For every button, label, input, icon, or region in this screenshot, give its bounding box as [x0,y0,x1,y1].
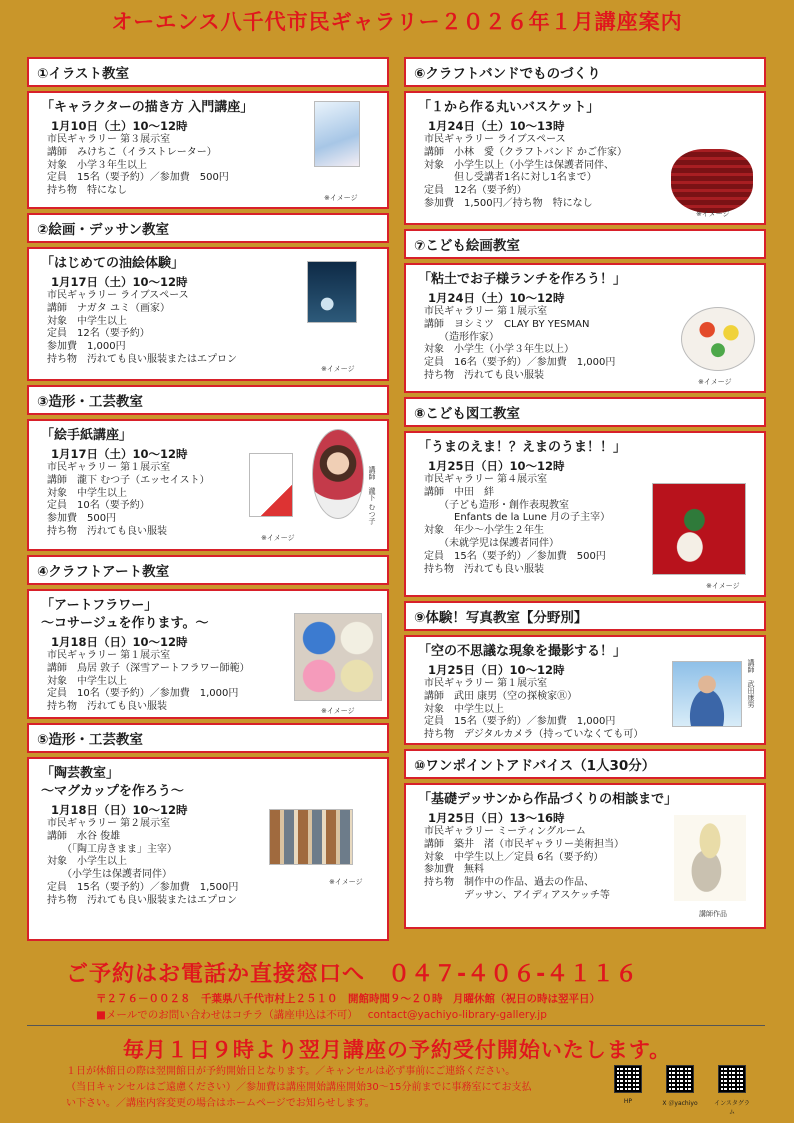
course-title: 「うまのえま！？えまのうま！！」 [418,440,627,455]
course-detail: 講師 ナガタ ユミ（画家） [47,302,170,314]
left-column [27,57,389,941]
course-title: 「キャラクターの描き方 入門講座」 [41,100,254,115]
notice-line: １日が休館日の際は翌開館日が予約開始日となります。／キャンセルは必ず事前にご連絡ください。 [66,1066,516,1077]
course-header: ⑧こども図工教室 [404,397,766,427]
course-detail: 参加費 500円 [47,513,117,525]
course-title: 「絵手紙講座」 [41,428,133,443]
course-title: 「アートフラワー」 ～コサージュを作ります。～ [41,598,209,631]
course-date: 1月24日（土）10～12時 [428,291,565,305]
course-title: 「基礎デッサンから作品づくりの相談まで」 [418,792,678,807]
course-date: 1月18日（日）10～12時 [51,803,188,817]
course-detail: 定員 10名（要予約） [47,500,150,512]
clay-lunch-image [681,307,755,371]
page-title: オーエンス八千代市民ギャラリー２０２６年１月講座案内 [111,10,683,34]
course-detail: 対象 中学生以上 [47,315,127,327]
course-title: 「はじめての油絵体験」 [41,256,185,271]
course-header: ⑨体験！写真教室【分野別】 [404,601,766,631]
course-detail: 定員 15名（要予約）／参加費 500円 [424,550,606,562]
course-detail: （小学生は保護者同伴） [47,869,172,881]
course-card [27,757,389,941]
course-detail: 市民ギャラリー 第２展示室 [47,818,171,829]
reservation-start-notice: 毎月１日９時より翌月講座の予約受付開始いたします。 [122,1038,672,1062]
course-detail: 対象 小学生（小学３年生以上） [424,344,574,356]
course-detail: 定員 15名（要予約）／参加費 500円 [47,172,229,184]
course-detail: 市民ギャラリー 第１展示室 [47,462,171,473]
course-card [27,91,389,209]
course-detail: 持ち物 汚れても良い服装 [47,525,167,537]
course-card [404,783,766,929]
sketch-artwork-image [674,815,746,901]
qr-label: X ＠yachiyo [662,1100,698,1107]
x-qr-code[interactable] [666,1065,694,1093]
instructor-caption: 講師 武田康男 [747,659,755,708]
course-detail: 定員 12名（要予約） [47,328,150,340]
notice-line: （当日キャンセルはご遠慮ください）／参加費は講座開始講座開始30～15分前までに事務室にてお支払 [66,1082,532,1093]
course-header: ⑦こども絵画教室 [404,229,766,259]
course-title: 「空の不思議な現象を撮影する！」 [418,644,627,659]
qr-label: HP [623,1098,633,1105]
course-detail: 市民ギャラリー ミーティングルーム [424,826,586,837]
hp-qr-code[interactable] [614,1065,642,1093]
divider [27,1025,765,1026]
course-title: 「１から作る丸いバスケット」 [418,100,600,115]
course-detail: 講師 みけちこ（イラストレーター） [47,146,217,158]
course-detail: 対象 小学生以上 [47,856,127,868]
course-date: 1月17日（土）10～12時 [51,447,188,461]
course-detail: 参加費 1,500円／持ち物 特になし [424,197,593,209]
course-detail: 対象 小学生以上（小学生は保護者同伴、 [424,159,614,171]
course-detail: 持ち物 汚れても良い服装またはエプロン [47,353,237,365]
course-header: ②絵画・デッサン教室 [27,213,389,243]
course-detail: 参加費 無料 [424,864,484,876]
course-date: 1月18日（日）10～12時 [51,635,188,649]
course-detail: 持ち物 特になし [47,185,127,197]
course-detail: （「陶工房きまま」主宰） [47,843,177,855]
course-detail: 市民ギャラリー ライブスペース [424,134,566,145]
image-caption: ※イメージ [321,365,355,373]
qr-label: インスタグラム [714,1100,750,1116]
course-detail: デッサン、アイディアスケッチ等 [424,889,610,901]
right-column [404,57,766,929]
oil-painting-image [307,261,357,323]
course-detail: 持ち物 デジタルカメラ（持っていなくても可） [424,729,644,741]
course-detail: 市民ギャラリー ライブスペース [47,290,189,301]
course-date: 1月24日（土）10～13時 [428,119,565,133]
course-detail: 市民ギャラリー 第３展示室 [47,134,171,145]
email-link[interactable]: contact@yachiyo-library-gallery.jp [367,1009,547,1021]
course-detail: 但し受講者1名に対し1名まで） [424,172,597,184]
course-detail: 講師 鳥居 敦子（深雪アートフラワー師範） [47,662,250,674]
course-detail: Enfants de la Lune 月の子主宰） [424,512,611,524]
instructor-photo [672,661,742,727]
course-header: ⑤造形・工芸教室 [27,723,389,753]
course-detail: 持ち物 汚れても良い服装 [424,369,544,381]
course-detail: 講師 武田 康男（空の探検家Ⓡ） [424,690,578,702]
course-date: 1月25日（日）10～12時 [428,459,565,473]
course-detail: 対象 中学生以上／定員 6名（要予約） [424,851,604,863]
image-caption: ※イメージ [706,582,740,590]
course-detail: （造形作家） [424,331,499,343]
course-detail: 講師 水谷 俊雄 [47,830,121,842]
notice-line: い下さい。／講座内容変更の場合はホームページでお知らせします。 [66,1098,375,1109]
course-detail: 定員 16名（要予約）／参加費 1,000円 [424,357,616,369]
course-detail: 市民ギャラリー 第４展示室 [424,474,548,485]
course-detail: 持ち物 汚れても良い服装 [424,563,544,575]
course-detail: 定員 10名（要予約）／参加費 1,000円 [47,688,239,700]
image-caption: ※イメージ [696,210,730,218]
image-caption: ※イメージ [329,878,363,886]
course-date: 1月25日（日）10～12時 [428,663,565,677]
course-header: ⑥クラフトバンドでものづくり [404,57,766,87]
instagram-qr-code[interactable] [718,1065,746,1093]
course-detail: 対象 小学３年生以上 [47,159,147,171]
mail-line [96,1007,547,1022]
course-detail: 持ち物 汚れても良い服装 [47,701,167,713]
course-detail: 参加費 1,000円 [47,341,126,353]
course-detail: 市民ギャラリー 第１展示室 [424,678,548,689]
course-detail: 対象 中学生以上 [47,675,127,687]
image-caption: 講師作品 [699,910,727,918]
instructor-photo [312,429,364,519]
course-card [27,419,389,551]
illustration-image [314,101,360,167]
course-detail: 持ち物 制作中の作品、過去の作品、 [424,877,594,889]
course-detail: 対象 中学生以上 [47,487,127,499]
instructor-caption: 講師 瀧下 むつ子 [368,466,376,525]
mug-cups-image [269,809,353,865]
course-detail: 定員 15名（要予約）／参加費 1,500円 [47,881,239,893]
course-card [404,263,766,393]
course-header: ③造形・工芸教室 [27,385,389,415]
course-card [404,431,766,597]
address-hours: 〒２７６－００２８ 千葉県八千代市村上２５１０ 開館時間９～２０時 月曜休館（祝日の時は翌平日） [96,993,600,1005]
course-title: 「陶芸教室」 ～マグカップを作ろう～ [41,766,184,799]
course-title: 「粘土でお子様ランチを作ろう！」 [418,272,627,287]
flower-corsage-image [294,613,382,701]
course-detail: 定員 15名（要予約）／参加費 1,000円 [424,716,616,728]
course-card [404,91,766,225]
course-detail: 講師 築井 渚（市民ギャラリー美術担当） [424,838,624,850]
image-caption: ※イメージ [324,194,358,202]
image-caption: ※イメージ [261,534,295,542]
course-detail: 市民ギャラリー 第１展示室 [47,650,171,661]
course-date: 1月17日（土）10～12時 [51,275,188,289]
course-header: ⑩ワンポイントアドバイス（1人30分） [404,749,766,779]
course-detail: 市民ギャラリー 第１展示室 [424,306,548,317]
course-detail: 講師 ヨシミツ CLAY BY YESMAN [424,318,590,330]
course-detail: 対象 年少～小学生２年生 [424,525,544,537]
course-card [27,589,389,719]
reservation-phone: ご予約はお電話か直接窓口へ ０４７-４０６-４１１６ [66,962,639,987]
mail-label: ■メールでのお問い合わせはコチラ（講座申込は不可） [96,1009,358,1021]
basket-image [671,149,753,213]
image-caption: ※イメージ [321,707,355,715]
course-detail: 講師 中田 絆 [424,486,494,498]
course-card [27,247,389,381]
image-caption: ※イメージ [698,378,732,386]
course-header: ④クラフトアート教室 [27,555,389,585]
course-detail: （未就学児は保護者同伴） [424,537,559,549]
course-detail: 講師 小林 愛（クラフトバンド かご作家） [424,146,627,158]
course-header: ①イラスト教室 [27,57,389,87]
course-detail: （子ども造形・創作表現教室 [424,499,569,511]
course-detail: 定員 12名（要予約） [424,185,527,197]
course-date: 1月25日（日）13～16時 [428,811,565,825]
course-detail: 持ち物 汚れても良い服装またはエプロン [47,894,237,906]
course-detail: 対象 中学生以上 [424,703,504,715]
course-date: 1月10日（土）10～12時 [51,119,188,133]
postcard-image [249,453,293,517]
course-detail: 講師 瀧下 むつ子（エッセイスト） [47,474,210,486]
horse-ema-image [652,483,746,575]
course-card [404,635,766,745]
